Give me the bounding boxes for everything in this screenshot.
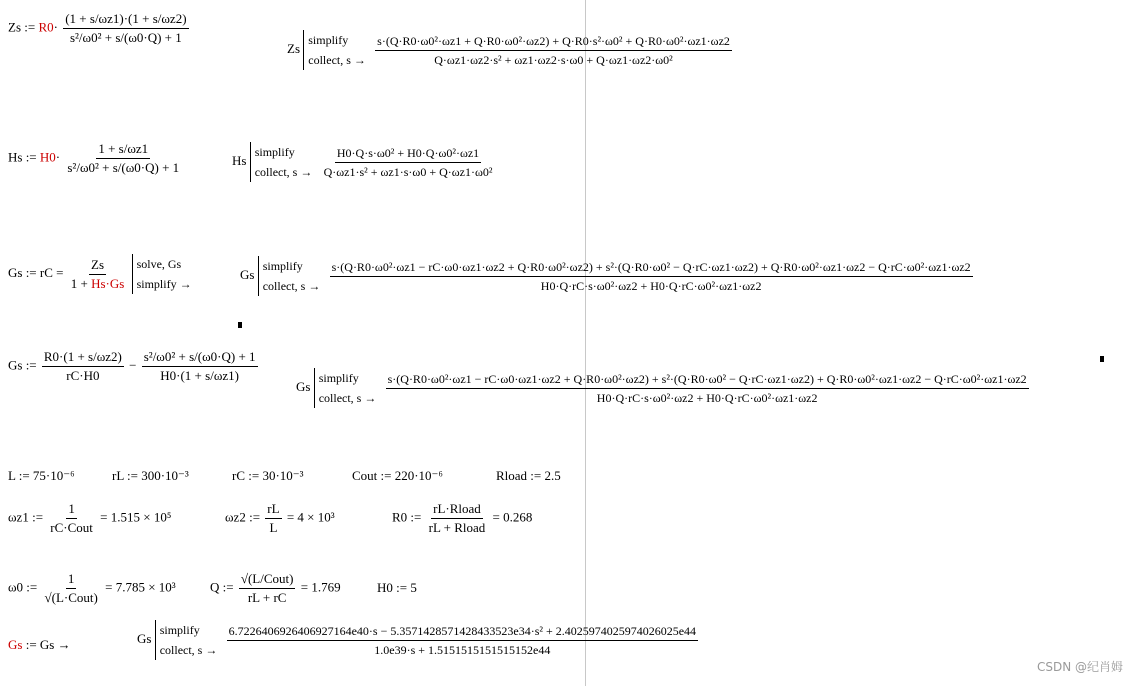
- gs2-term2-denominator: H0·(1 + s/ωz1): [160, 368, 239, 383]
- param-rload[interactable]: Rload := 2.5: [496, 468, 561, 483]
- r0-definition[interactable]: [392, 500, 532, 537]
- gs2-result-var: Gs: [296, 378, 311, 394]
- gs-lhs: Gs := rC =: [8, 264, 64, 280]
- gs-solve-fraction: [69, 256, 127, 293]
- zs-numerator: (1 + s/ωz1)·(1 + s/ωz2): [63, 10, 188, 29]
- zs-keywords: [303, 30, 370, 70]
- zs-result-fraction: [375, 32, 732, 69]
- keyword-simplify: simplify: [254, 145, 295, 159]
- final-gs-result[interactable]: [137, 620, 700, 660]
- gs2-symbolic-result[interactable]: [296, 368, 1031, 408]
- gs-solve-den-a: 1 +: [70, 275, 92, 291]
- keyword-simplify: simplify: [318, 371, 359, 385]
- w0-definition[interactable]: [8, 570, 176, 607]
- final-result-fraction: [227, 622, 698, 659]
- gs2-lhs: Gs :=: [8, 357, 37, 373]
- gs-symbolic-result[interactable]: [240, 256, 975, 296]
- keyword-simplify: simplify: [159, 623, 200, 637]
- w0-numerator: 1: [66, 570, 77, 589]
- wz2-definition[interactable]: [225, 500, 335, 537]
- q-lhs: Q :=: [210, 579, 234, 595]
- hs-result-fraction: [322, 144, 495, 181]
- minus-sign: −: [129, 357, 137, 373]
- q-denominator: rL + rC: [247, 590, 287, 605]
- zs-result-denominator: Q·ωz1·ωz2·s² + ωz1·ωz2·s·ω0 + Q·ωz1·ωz2·ω0²: [434, 52, 673, 67]
- keyword-simplify: simplify: [308, 33, 349, 47]
- hs-denominator: s²/ω0² + s/(ω0·Q) + 1: [67, 160, 180, 175]
- wz1-lhs: ωz1 :=: [8, 509, 44, 525]
- watermark: CSDN @纪肖姆: [1036, 660, 1123, 674]
- r0-denominator: rL + Rload: [428, 520, 486, 535]
- final-gs-lhs: Gs: [8, 637, 23, 652]
- gs2-result-fraction: [386, 370, 1029, 407]
- hs-result-var: Hs: [232, 152, 247, 168]
- gs2-term1-denominator: rC·H0: [66, 368, 100, 383]
- hs-fraction: [65, 140, 181, 177]
- gs-solve-denominator: [69, 275, 127, 293]
- hs-lhs: Hs :=: [8, 149, 37, 165]
- gs-result-fraction: [330, 258, 973, 295]
- keyword-collect: collect, s →: [308, 53, 366, 67]
- wz1-numerator: 1: [66, 500, 77, 519]
- h0-definition[interactable]: H0 := 5: [377, 580, 417, 595]
- gs-solve-keywords: [132, 254, 196, 294]
- final-result-denominator: 1.0e39·s + 1.5151515151515152e44: [374, 642, 551, 657]
- zs-definition[interactable]: Zs := R0· $\frac{(1 + s/\omega z1)\cdot(1 + s/\omega z2)}{\text{s²/ω0² + s/(ω0·Q) + 1}}$: [8, 11, 187, 45]
- final-gs-definition[interactable]: [8, 637, 71, 653]
- zs-result-numerator: s·(Q·R0·ω0²·ωz1 + Q·R0·ω0²·ωz2) + Q·R0·s²·ω0² + Q·R0·ω0²·ωz1·ωz2: [375, 32, 732, 51]
- keyword-solve: solve, Gs: [136, 257, 182, 271]
- wz1-fraction: [48, 500, 95, 537]
- gs2-keywords: [314, 368, 381, 408]
- gs2-term1-numerator: R0·(1 + s/ωz2): [42, 348, 124, 367]
- gs2-term2-numerator: s²/ω0² + s/(ω0·Q) + 1: [142, 348, 258, 367]
- gs2-result-numerator: s·(Q·R0·ω0²·ωz1 − rC·ω0·ωz1·ωz2 + Q·R0·ω0²·ωz2) + s²·(Q·R0·ω0² − Q·rC·ωz1·ωz2) + Q·R0·ω0²·ωz1·ωz2 − Q·rC·ω0²·ωz1·ωz2: [386, 370, 1029, 389]
- zs-symbolic-result[interactable]: [287, 30, 734, 70]
- final-keywords: [155, 620, 222, 660]
- gs-solve-den-b: Hs·Gs: [91, 275, 125, 291]
- keyword-collect: collect, s →: [262, 279, 321, 293]
- r0-lhs: R0 :=: [392, 509, 422, 525]
- w0-fraction: [43, 570, 100, 607]
- zs-denominator: s²/ω0² + s/(ω0·Q) + 1: [69, 30, 182, 45]
- h0-symbol: H0: [39, 149, 56, 165]
- region-marker: [1100, 356, 1104, 362]
- gs-result-var: Gs: [240, 266, 255, 282]
- wz1-denominator: rC·Cout: [50, 520, 93, 535]
- wz1-definition[interactable]: [8, 500, 171, 537]
- r0-numerator: rL·Rload: [431, 500, 483, 519]
- q-value: = 1.769: [300, 579, 341, 595]
- wz2-numerator: rL: [265, 500, 281, 519]
- q-definition[interactable]: [210, 570, 341, 607]
- gs-explicit-definition[interactable]: [8, 348, 260, 385]
- wz2-lhs: ωz2 :=: [225, 509, 261, 525]
- final-result-var: Gs: [137, 630, 152, 646]
- final-result-numerator: 6.722640692640692​7164e40·s − 5.3571428571428433523e34·s² + 2.4025974025974026025e44: [227, 622, 698, 641]
- r0-value: = 0.268: [492, 509, 533, 525]
- param-cout[interactable]: Cout := 220·10⁻⁶: [352, 468, 443, 483]
- wz2-fraction: [265, 500, 281, 537]
- wz1-value: = 1.515 × 10⁵: [100, 509, 172, 525]
- wz2-denominator: L: [269, 520, 278, 535]
- vertical-cursor-line: [585, 0, 586, 686]
- hs-result-denominator: Q·ωz1·s² + ωz1·s·ω0 + Q·ωz1·ω0²: [323, 164, 493, 179]
- w0-value: = 7.785 × 10³: [105, 579, 176, 595]
- gs-solve-numerator: Zs: [89, 256, 106, 275]
- zs-fraction: [63, 10, 188, 47]
- q-fraction: [239, 570, 296, 607]
- gs-result-denominator: H0·Q·rC·s·ω0²·ωz2 + H0·Q·rC·ω0²·ωz1·ωz2: [540, 278, 762, 293]
- param-rL[interactable]: rL := 300·10⁻³: [112, 468, 189, 483]
- keyword-collect: collect, s →: [318, 391, 377, 405]
- q-numerator: √(L/Cout): [239, 570, 296, 589]
- hs-symbolic-result[interactable]: [232, 142, 496, 182]
- gs-keywords: [258, 256, 325, 296]
- final-gs-rhs: := Gs →: [25, 637, 71, 652]
- gs-result-numerator: s·(Q·R0·ω0²·ωz1 − rC·ω0·ωz1·ωz2 + Q·R0·ω0²·ωz2) + s²·(Q·R0·ω0² − Q·rC·ωz1·ωz2) + Q·R0·ω0²·ωz1·ωz2 − Q·rC·ω0²·ωz1·ωz2: [330, 258, 973, 277]
- param-rC[interactable]: rC := 30·10⁻³: [232, 468, 304, 483]
- wz2-value: = 4 × 10³: [286, 509, 335, 525]
- keyword-collect: collect, s →: [159, 643, 218, 657]
- w0-lhs: ω0 :=: [8, 579, 38, 595]
- param-L[interactable]: L := 75·10⁻⁶: [8, 468, 75, 483]
- keyword-simplify: simplify →: [136, 277, 192, 291]
- hs-numerator: 1 + s/ωz1: [96, 140, 150, 159]
- r0-fraction: [427, 500, 488, 537]
- hs-definition[interactable]: Hs := H0· $\frac{1 + s/\omega z1}{\text{s²/ω0² + s/(ω0·Q) + 1}}$: [8, 141, 180, 175]
- hs-keywords: [250, 142, 317, 182]
- r0-symbol: R0: [38, 19, 54, 35]
- zs-lhs: Zs :=: [8, 19, 36, 35]
- keyword-collect: collect, s →: [254, 165, 313, 179]
- keyword-simplify: simplify: [262, 259, 303, 273]
- w0-denominator: √(L·Cout): [44, 590, 98, 605]
- gs2-term2: [142, 348, 258, 385]
- hs-result-numerator: H0·Q·s·ω0² + H0·Q·ω0²·ωz1: [335, 144, 481, 163]
- zs-result-var: Zs: [287, 40, 300, 56]
- gs2-term1: [42, 348, 124, 385]
- gs2-result-denominator: H0·Q·rC·s·ω0²·ωz2 + H0·Q·rC·ω0²·ωz1·ωz2: [596, 390, 818, 405]
- gs-solve-definition[interactable]: [8, 254, 196, 294]
- region-marker: [238, 322, 242, 328]
